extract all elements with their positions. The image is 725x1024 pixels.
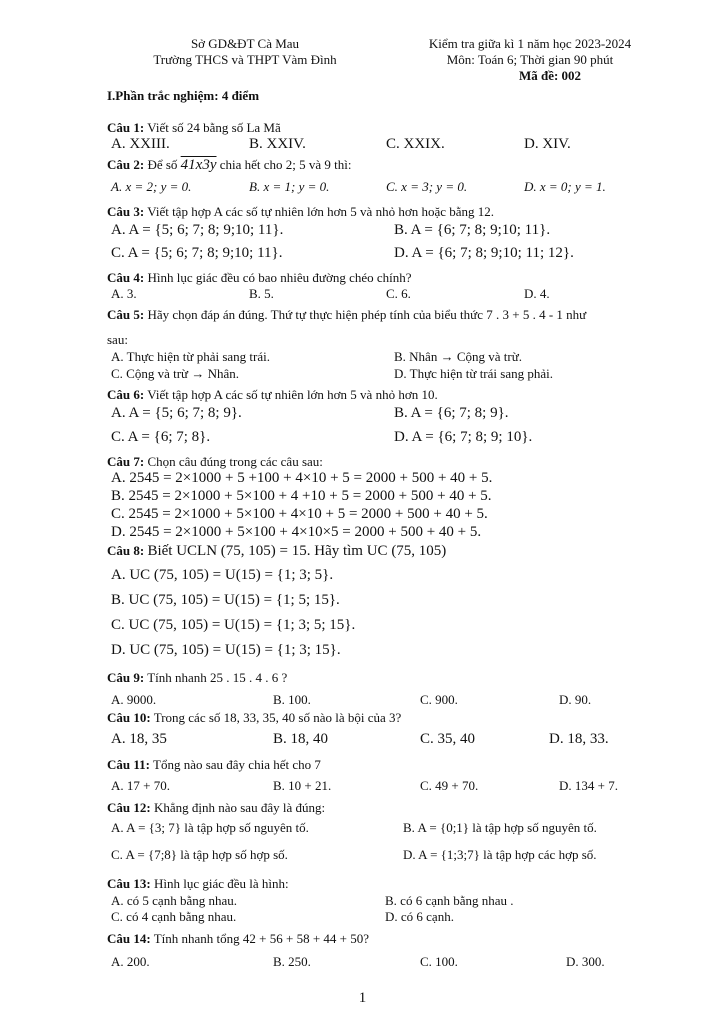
option-c[interactable]: C. Cộng và trừ → Nhân.: [111, 366, 240, 381]
option-b[interactable]: B. A = {0;1} là tập hợp số nguyên tố.: [403, 820, 597, 835]
option-b[interactable]: B. XXIV.: [249, 136, 306, 152]
option-q7-b[interactable]: B. 2545 = 2×1000 + 5×100 + 4 +10 + 5 = 2000 + 500 + 40 + 5.: [111, 488, 492, 504]
option-a[interactable]: A. 17 + 70.: [111, 778, 170, 793]
options-q9: [111, 692, 671, 710]
question-label: Câu 13:: [107, 876, 151, 891]
options-q12-row2: [111, 847, 671, 865]
option-b[interactable]: B. có 6 cạnh bằng nhau .: [385, 893, 514, 908]
question-label: Câu 9:: [107, 670, 145, 685]
options-q2: [111, 179, 671, 197]
question-text: Hãy chọn đáp án đúng. Thứ tự thực hiện phép tính của biểu thức 7 . 3 + 5 . 4 - 1 như: [147, 307, 587, 322]
subject-time: Môn: Toán 6; Thời gian 90 phút: [446, 52, 614, 67]
question-text-pre: Để số: [147, 157, 178, 172]
question-text: Chọn câu đúng trong các câu sau:: [147, 454, 323, 469]
options-q5-row2: [111, 366, 671, 384]
option-d[interactable]: D. 300.: [566, 954, 605, 969]
question-13: [107, 876, 667, 892]
option-b[interactable]: B. Nhân → Cộng và trừ.: [394, 349, 523, 364]
exam-code: Mã đề: 002: [518, 68, 582, 83]
option-d[interactable]: D. A = {1;3;7} là tập hợp các hợp số.: [403, 847, 597, 862]
question-6: [107, 387, 667, 403]
options-q4: [111, 286, 671, 304]
option-c[interactable]: C. 100.: [420, 954, 458, 969]
option-b[interactable]: B. 250.: [273, 954, 311, 969]
question-label: Câu 8:: [107, 543, 145, 558]
option-d[interactable]: D. 4.: [524, 286, 550, 301]
question-text-post: chia hết cho 2; 5 và 9 thì:: [219, 157, 352, 172]
question-11: [107, 757, 667, 773]
option-c[interactable]: C. XXIX.: [386, 136, 445, 152]
question-12: [107, 800, 667, 816]
option-d[interactable]: D. 18, 33.: [549, 731, 609, 747]
question-text: Khẳng định nào sau đây là đúng:: [153, 800, 326, 815]
option-c[interactable]: C. 6.: [386, 286, 411, 301]
school-name: Trường THCS và THPT Vàm Đình: [153, 52, 337, 67]
overlined-number: 41x3y: [180, 157, 217, 173]
question-text: Hình lục giác đều là hình:: [153, 876, 289, 891]
option-q8-b[interactable]: B. UC (75, 105) = U(15) = {1; 5; 15}.: [111, 592, 340, 608]
option-q7-a[interactable]: A. 2545 = 2×1000 + 5 +100 + 4×10 + 5 = 2000 + 500 + 40 + 5.: [111, 470, 493, 486]
option-d[interactable]: D. x = 0; y = 1.: [524, 179, 606, 194]
question-text: Biết UCLN (75, 105) = 15. Hãy tìm UC (75, 105): [147, 543, 447, 559]
options-q14: [111, 954, 671, 972]
question-label: Câu 1:: [107, 120, 145, 135]
option-b[interactable]: B. 18, 40: [273, 731, 329, 747]
option-q7-d[interactable]: D. 2545 = 2×1000 + 5×100 + 4×10×5 = 2000 + 500 + 40 + 5.: [111, 524, 482, 540]
option-d[interactable]: D. có 6 cạnh.: [385, 909, 454, 924]
option-q7-c[interactable]: C. 2545 = 2×1000 + 5×100 + 4×10 + 5 = 2000 + 500 + 40 + 5.: [111, 506, 488, 522]
question-4: [107, 270, 667, 286]
question-text: Tính nhanh 25 . 15 . 4 . 6 ?: [147, 670, 288, 685]
option-c[interactable]: C. A = {5; 6; 7; 8; 9;10; 11}.: [111, 245, 283, 261]
options-q5-row1: [111, 349, 671, 367]
exam-title: Kiểm tra giữa kì 1 năm học 2023-2024: [428, 36, 632, 51]
option-d[interactable]: D. Thực hiện từ trái sang phải.: [394, 366, 553, 381]
question-label: Câu 6:: [107, 387, 145, 402]
section-title: I.Phần trắc nghiệm: 4 điểm: [107, 88, 260, 103]
option-d[interactable]: D. XIV.: [524, 136, 571, 152]
question-14: [107, 931, 667, 947]
options-q1: [111, 136, 671, 154]
question-label: Câu 14:: [107, 931, 151, 946]
question-text: Viết tập hợp A các số tự nhiên lớn hơn 5 và nhỏ hơn hoặc bằng 12.: [147, 204, 495, 219]
question-label: Câu 2:: [107, 157, 145, 172]
question-text: Viết tập hợp A các số tự nhiên lớn hơn 5 và nhỏ hơn 10.: [147, 387, 438, 402]
question-label: Câu 10:: [107, 710, 151, 725]
options-q3-row1: [111, 222, 671, 240]
option-c[interactable]: C. A = {6; 7; 8}.: [111, 429, 211, 445]
options-q12-row1: [111, 820, 671, 838]
option-b[interactable]: B. A = {6; 7; 8; 9;10; 11}.: [394, 222, 551, 238]
option-q8-c[interactable]: C. UC (75, 105) = U(15) = {1; 3; 5; 15}.: [111, 617, 356, 633]
question-label: Câu 12:: [107, 800, 151, 815]
exam-header: [380, 36, 680, 84]
option-a[interactable]: A. có 5 cạnh bằng nhau.: [111, 893, 237, 908]
option-d[interactable]: D. A = {6; 7; 8; 9; 10}.: [394, 429, 533, 445]
question-8: [107, 543, 667, 560]
option-c[interactable]: C. có 4 cạnh bằng nhau.: [111, 909, 237, 924]
option-b[interactable]: B. x = 1; y = 0.: [249, 179, 330, 194]
options-q10: [111, 731, 671, 749]
question-label: Câu 3:: [107, 204, 145, 219]
option-a[interactable]: A. 3.: [111, 286, 137, 301]
question-text: Trong các số 18, 33, 35, 40 số nào là bội của 3?: [153, 710, 402, 725]
question-5: [107, 307, 687, 323]
option-b[interactable]: B. 10 + 21.: [273, 778, 332, 793]
page-number: 1: [358, 990, 367, 1006]
question-label: Câu 11:: [107, 757, 150, 772]
question-3: [107, 204, 667, 220]
options-q3-row2: [111, 245, 671, 263]
option-a[interactable]: A. 18, 35: [111, 731, 167, 747]
options-q11: [111, 778, 671, 796]
question-label: Câu 4:: [107, 270, 145, 285]
question-2: [107, 157, 667, 174]
option-q8-d[interactable]: D. UC (75, 105) = U(15) = {1; 3; 15}.: [111, 642, 341, 658]
option-a[interactable]: A. x = 2; y = 0.: [111, 179, 192, 194]
option-q8-a[interactable]: A. UC (75, 105) = U(15) = {1; 3; 5}.: [111, 567, 334, 583]
question-7: [107, 454, 667, 470]
option-c[interactable]: C. A = {7;8} là tập hợp số hợp số.: [111, 847, 288, 862]
option-a[interactable]: A. A = {5; 6; 7; 8; 9;10; 11}.: [111, 222, 284, 238]
option-b[interactable]: B. 5.: [249, 286, 274, 301]
options-q13-row2: [111, 909, 671, 927]
options-q6-row1: [111, 405, 671, 423]
question-5-continued: sau:: [107, 332, 128, 347]
option-a[interactable]: A. Thực hiện từ phải sang trái.: [111, 349, 270, 364]
option-c[interactable]: C. 35, 40: [420, 731, 476, 747]
option-d[interactable]: D. A = {6; 7; 8; 9;10; 11; 12}.: [394, 245, 574, 261]
question-text: Viết số 24 bằng số La Mã: [147, 120, 281, 135]
question-label: Câu 5:: [107, 307, 145, 322]
question-10: [107, 710, 667, 726]
question-label: Câu 7:: [107, 454, 145, 469]
option-b[interactable]: B. 100.: [273, 692, 311, 707]
option-b[interactable]: B. A = {6; 7; 8; 9}.: [394, 405, 509, 421]
option-a[interactable]: A. A = {3; 7} là tập hợp số nguyên tố.: [111, 820, 309, 835]
option-d[interactable]: D. 134 + 7.: [559, 778, 618, 793]
question-9: [107, 670, 667, 686]
option-a[interactable]: A. 200.: [111, 954, 150, 969]
question-text: Hình lục giác đều có bao nhiêu đường chéo chính?: [147, 270, 412, 285]
option-c[interactable]: C. x = 3; y = 0.: [386, 179, 468, 194]
option-a[interactable]: A. XXIII.: [111, 136, 170, 152]
department-name: Sở GD&ĐT Cà Mau: [190, 36, 300, 51]
question-text: Tổng nào sau đây chia hết cho 7: [153, 757, 321, 772]
option-c[interactable]: C. 900.: [420, 692, 458, 707]
question-1: [107, 120, 667, 136]
option-d[interactable]: D. 90.: [559, 692, 592, 707]
school-header: [95, 36, 395, 68]
option-a[interactable]: A. 9000.: [111, 692, 157, 707]
options-q6-row2: [111, 429, 671, 447]
option-c[interactable]: C. 49 + 70.: [420, 778, 479, 793]
question-text: Tính nhanh tổng 42 + 56 + 58 + 44 + 50?: [153, 931, 369, 946]
option-a[interactable]: A. A = {5; 6; 7; 8; 9}.: [111, 405, 242, 421]
